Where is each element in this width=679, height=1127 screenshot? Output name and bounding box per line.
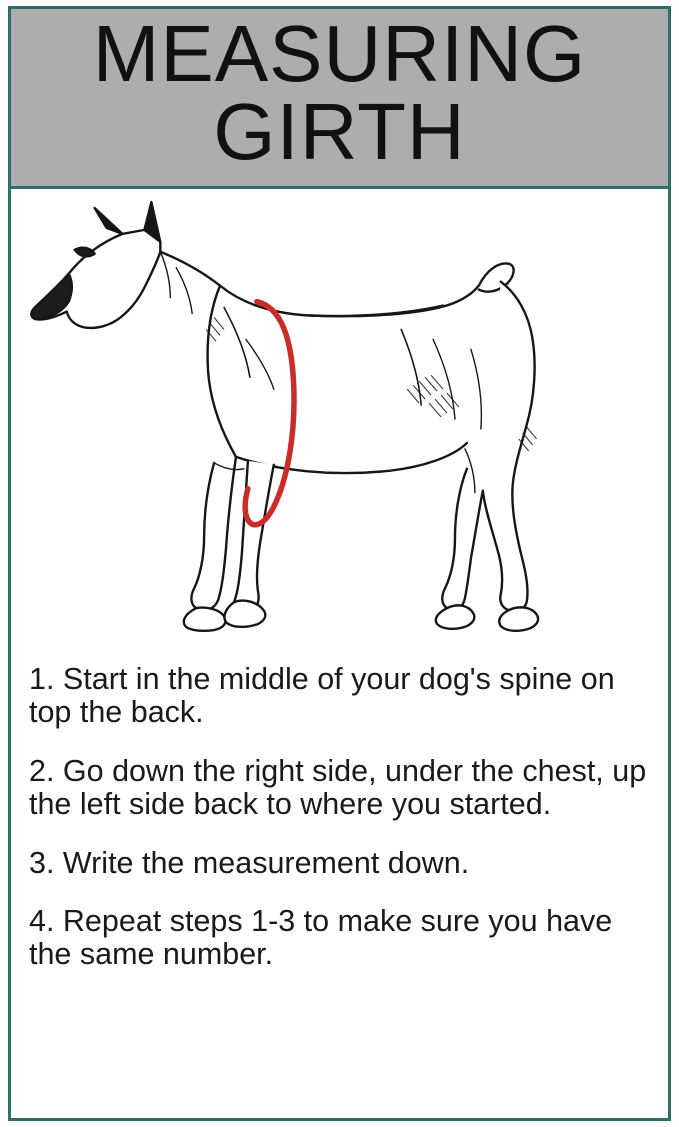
dog-drawing-svg (11, 189, 668, 659)
poster-frame (8, 6, 671, 1121)
page-title-line-2: GIRTH (213, 87, 466, 177)
instruction-step-4: 4. Repeat steps 1-3 to make sure you have the same number. (29, 904, 613, 972)
page-title-line-1: MEASURING (92, 9, 587, 98)
dog-shading (206, 317, 536, 450)
title-band (11, 9, 668, 189)
instruction-list (11, 659, 668, 1118)
dog-body-outline (31, 202, 538, 631)
instruction-step-1: 1. Start in the middle of your dog's spine on top the back. (29, 661, 615, 729)
instruction-step-3: 3. Write the measurement down. (29, 845, 470, 880)
instruction-step-2: 2. Go down the right side, under the chest, up the left side back to where you started. (29, 753, 647, 821)
dog-illustration (11, 189, 668, 659)
